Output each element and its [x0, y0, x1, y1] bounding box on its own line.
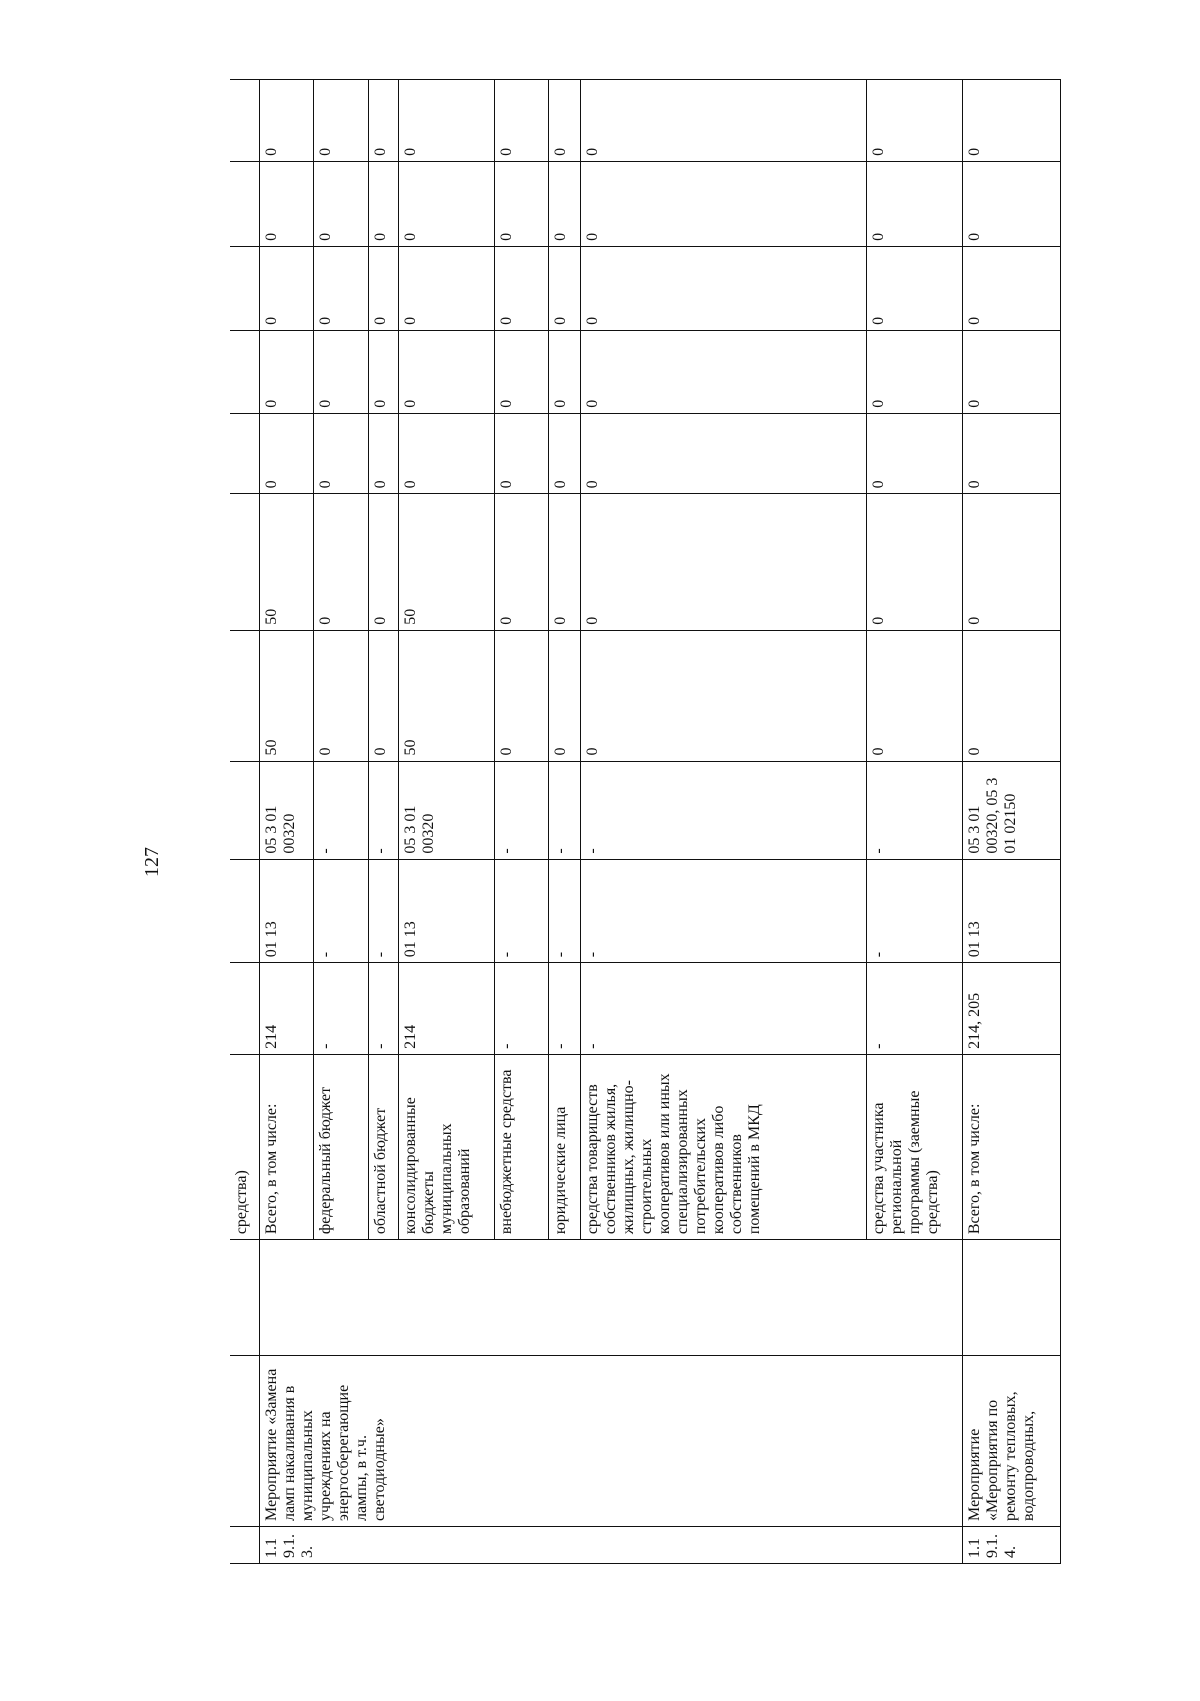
- value-cell: 0: [962, 246, 1060, 330]
- value-cell: 0: [313, 630, 368, 761]
- value-cell: 0: [494, 330, 548, 413]
- measure-cell-empty: [230, 1355, 259, 1526]
- source-cell: средства товариществ собственников жилья, жилищных, жилищно-строительных кооперативов или иных специализированных потребительских кооперативов либо собственников помещений в МКД: [580, 1054, 866, 1239]
- value-cell: 50: [398, 494, 494, 630]
- value-cell: 0: [866, 330, 962, 413]
- value-cell: 0: [580, 413, 866, 494]
- table-row: [259, 80, 313, 1564]
- value-cell: 0: [259, 161, 313, 246]
- value-cell-empty: [230, 330, 259, 413]
- value-cell: 0: [368, 630, 398, 761]
- value-cell: 0: [548, 413, 580, 494]
- value-cell: 0: [494, 80, 548, 162]
- value-cell: 0: [866, 246, 962, 330]
- grbs-cell: -: [548, 963, 580, 1055]
- value-cell-empty: [230, 161, 259, 246]
- value-cell: 0: [368, 80, 398, 162]
- rz-cell: 01 13: [259, 859, 313, 963]
- csr-cell: -: [580, 761, 866, 859]
- value-cell: 0: [398, 413, 494, 494]
- value-cell: 0: [962, 161, 1060, 246]
- rz-cell-empty: [230, 859, 259, 963]
- csr-cell: 05 3 01 00320, 05 3 01 02150: [962, 761, 1060, 859]
- value-cell: 0: [548, 80, 580, 162]
- value-cell: 0: [313, 246, 368, 330]
- value-cell: 0: [368, 246, 398, 330]
- value-cell: 0: [866, 630, 962, 761]
- value-cell: 0: [962, 413, 1060, 494]
- value-cell: 0: [313, 330, 368, 413]
- csr-cell: -: [866, 761, 962, 859]
- grbs-cell: -: [580, 963, 866, 1055]
- csr-cell-empty: [230, 761, 259, 859]
- value-cell: 0: [548, 161, 580, 246]
- value-cell: 0: [494, 630, 548, 761]
- executor-cell: [962, 1240, 1060, 1356]
- value-cell: 0: [313, 161, 368, 246]
- source-cell: Всего, в том числе:: [962, 1054, 1060, 1239]
- value-cell: 0: [398, 246, 494, 330]
- value-cell: 0: [494, 494, 548, 630]
- value-cell: 0: [398, 161, 494, 246]
- source-cell: юридические лица: [548, 1054, 580, 1239]
- value-cell: 0: [580, 161, 866, 246]
- value-cell: 0: [866, 161, 962, 246]
- value-cell: 0: [548, 494, 580, 630]
- csr-cell: -: [313, 761, 368, 859]
- grbs-cell: 214: [259, 963, 313, 1055]
- measure-number-cell: 1.19.1.4.: [962, 1526, 1060, 1563]
- value-cell: 0: [494, 161, 548, 246]
- value-cell: 0: [962, 494, 1060, 630]
- value-cell: 0: [313, 413, 368, 494]
- executor-cell-empty: [230, 1240, 259, 1356]
- rz-cell: -: [866, 859, 962, 963]
- rz-cell: 01 13: [398, 859, 494, 963]
- rz-cell: -: [548, 859, 580, 963]
- source-cell: внебюджетные средства: [494, 1054, 548, 1239]
- value-cell: 0: [313, 80, 368, 162]
- value-cell-empty: [230, 80, 259, 162]
- measure-title-cell: Мероприятие «Мероприятия по ремонту тепловых, водопроводных,: [962, 1355, 1060, 1526]
- number-cell-empty: [230, 1526, 259, 1563]
- csr-cell: -: [548, 761, 580, 859]
- value-cell: 50: [398, 630, 494, 761]
- grbs-cell: 214: [398, 963, 494, 1055]
- value-cell: 0: [313, 494, 368, 630]
- csr-cell: -: [494, 761, 548, 859]
- rz-cell: -: [368, 859, 398, 963]
- grbs-cell: -: [313, 963, 368, 1055]
- source-cell: средства участника региональной программы (заемные средства): [866, 1054, 962, 1239]
- rz-cell: -: [580, 859, 866, 963]
- grbs-cell: -: [494, 963, 548, 1055]
- value-cell: 0: [259, 246, 313, 330]
- value-cell: 0: [866, 413, 962, 494]
- rz-cell: -: [313, 859, 368, 963]
- page-number: 127: [141, 847, 163, 877]
- value-cell: 0: [548, 246, 580, 330]
- value-cell: 0: [368, 494, 398, 630]
- value-cell: 0: [866, 494, 962, 630]
- value-cell: 0: [368, 413, 398, 494]
- csr-cell: -: [368, 761, 398, 859]
- value-cell: 0: [548, 330, 580, 413]
- source-cell: областной бюджет: [368, 1054, 398, 1239]
- value-cell-empty: [230, 630, 259, 761]
- value-cell-empty: [230, 246, 259, 330]
- value-cell: 50: [259, 494, 313, 630]
- measure-number-cell: 1.19.1.3.: [259, 1526, 962, 1563]
- source-cell: Всего, в том числе:: [259, 1054, 313, 1239]
- value-cell: 0: [580, 330, 866, 413]
- grbs-cell-empty: [230, 963, 259, 1055]
- value-cell: 50: [259, 630, 313, 761]
- source-cell: средства): [230, 1054, 259, 1239]
- value-cell: 0: [368, 330, 398, 413]
- value-cell: 0: [580, 630, 866, 761]
- value-cell: 0: [494, 413, 548, 494]
- value-cell: 0: [259, 413, 313, 494]
- value-cell: 0: [580, 80, 866, 162]
- value-cell: 0: [398, 80, 494, 162]
- value-cell: 0: [368, 161, 398, 246]
- value-cell: 0: [398, 330, 494, 413]
- value-cell-empty: [230, 413, 259, 494]
- value-cell: 0: [494, 246, 548, 330]
- value-cell: 0: [962, 630, 1060, 761]
- value-cell: 0: [259, 330, 313, 413]
- value-cell: 0: [580, 494, 866, 630]
- value-cell: 0: [580, 246, 866, 330]
- value-cell-empty: [230, 494, 259, 630]
- executor-cell: [259, 1240, 962, 1356]
- grbs-cell: -: [368, 963, 398, 1055]
- table-row: [962, 80, 1060, 1564]
- grbs-cell: 214, 205: [962, 963, 1060, 1055]
- value-cell: 0: [962, 330, 1060, 413]
- rz-cell: -: [494, 859, 548, 963]
- grbs-cell: -: [866, 963, 962, 1055]
- value-cell: 0: [548, 630, 580, 761]
- rotated-table-wrapper: [230, 79, 1060, 1564]
- source-cell: консолидированные бюджеты муниципальных образований: [398, 1054, 494, 1239]
- value-cell: 0: [866, 80, 962, 162]
- source-cell: федеральный бюджет: [313, 1054, 368, 1239]
- value-cell: 0: [259, 80, 313, 162]
- csr-cell: 05 3 01 00320: [259, 761, 313, 859]
- measure-title-cell: Мероприятие «Замена ламп накаливания в муниципальных учреждениях на энергосберегающие лампы, в т.ч. светодиодные»: [259, 1355, 962, 1526]
- csr-cell: 05 3 01 00320: [398, 761, 494, 859]
- budget-table: [230, 79, 1061, 1564]
- value-cell: 0: [962, 80, 1060, 162]
- table-row-continuation: [230, 80, 259, 1564]
- rz-cell: 01 13: [962, 859, 1060, 963]
